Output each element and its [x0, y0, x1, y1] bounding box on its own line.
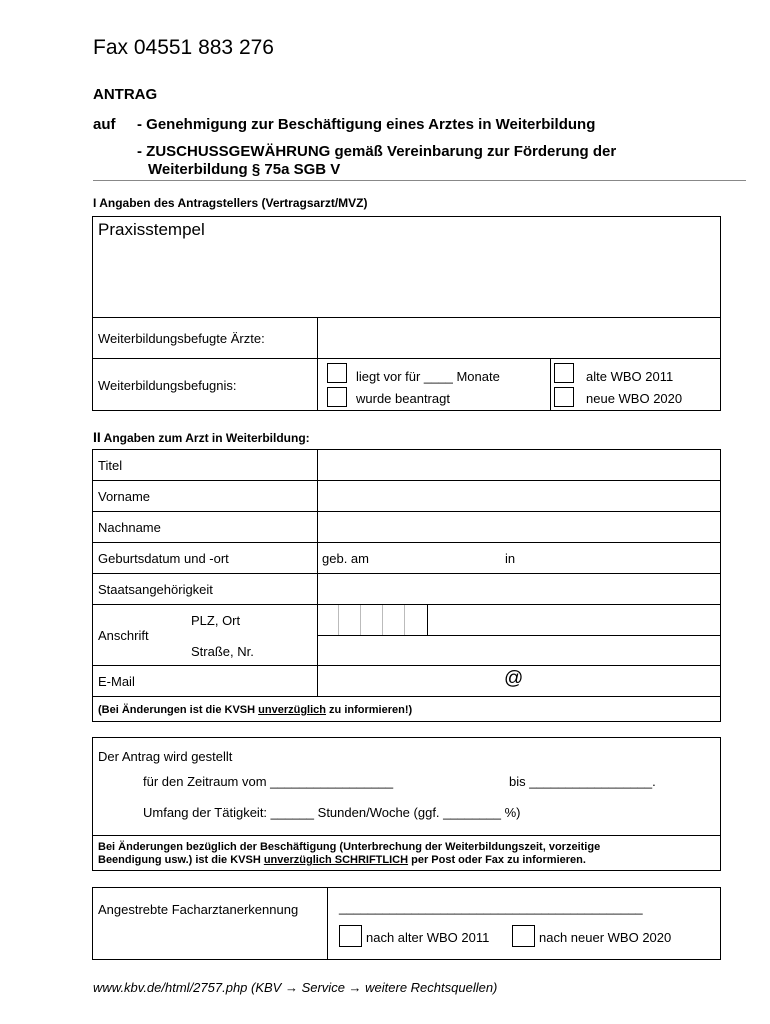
titel-label: Titel [98, 458, 123, 473]
divider [550, 358, 551, 410]
section4-table [92, 887, 721, 960]
strasse-label: Straße, Nr. [191, 644, 254, 659]
geburtsort-label[interactable]: in [505, 551, 516, 566]
weiterbildungsbefugte-aerzte-field[interactable] [318, 318, 718, 357]
notice-pre: (Bei Änderungen ist die KVSH [98, 704, 259, 716]
at-symbol: @ [504, 668, 524, 689]
facharzt-field[interactable]: __________________________________________ [339, 900, 643, 915]
divider [93, 696, 720, 697]
ort-field[interactable] [429, 605, 718, 634]
email-field[interactable] [318, 666, 718, 695]
option-liegt-vor-label: liegt vor für ____ Monate [356, 369, 500, 384]
notice-post: zu informieren!) [325, 704, 413, 716]
section2-notice [98, 704, 412, 716]
section3-notice [98, 841, 600, 867]
checkbox-beantragt[interactable] [327, 387, 347, 407]
titel-field[interactable] [318, 451, 718, 479]
section2-heading [93, 429, 310, 445]
antrag-intro: Der Antrag wird gestellt [98, 749, 233, 764]
option-neue-wbo-label: neue WBO 2020 [586, 391, 683, 406]
section3-table [92, 737, 721, 871]
umfang-taetigkeit[interactable]: Umfang der Tätigkeit: ______ Stunden/Woche (ggf. ________ %) [143, 805, 521, 820]
notice-line2 [98, 854, 600, 867]
staatsangehoerigkeit-label: Staatsangehörigkeit [98, 582, 213, 597]
plz-ort-label: PLZ, Ort [191, 613, 241, 628]
checkbox-liegt-vor[interactable] [327, 363, 347, 383]
plz-field[interactable] [318, 605, 426, 634]
staatsangehoerigkeit-field[interactable] [318, 575, 718, 603]
section2-heading-num: II [93, 429, 101, 445]
form-title: ANTRAG [93, 86, 158, 103]
divider [93, 835, 720, 836]
checkbox-neuer-wbo[interactable] [512, 925, 535, 947]
section1-table [92, 216, 721, 411]
vorname-label: Vorname [98, 489, 151, 504]
praxisstempel-label: Praxisstempel [98, 220, 205, 239]
notice-line2-post: per Post oder Fax zu informieren. [408, 854, 586, 866]
divider [93, 573, 720, 574]
weiterbildungsbefugnis-label: Weiterbildungsbefugnis: [98, 378, 237, 393]
weiterbildungsbefugte-aerzte-label: Weiterbildungsbefugte Ärzte: [98, 331, 265, 346]
option-beantragt-label: wurde beantragt [356, 391, 450, 406]
option-neuer-wbo-label: nach neuer WBO 2020 [539, 930, 672, 945]
email-label: E-Mail [98, 674, 135, 689]
zeitraum-von[interactable]: für den Zeitraum vom _________________ [143, 774, 394, 789]
geb-am-label[interactable]: geb. am [322, 551, 369, 566]
footer-link[interactable]: www.kbv.de/html/2757.php (KBV → Service → weitere Rechtsquellen) [93, 980, 498, 995]
divider [93, 511, 720, 512]
nachname-field[interactable] [318, 513, 718, 541]
vorname-field[interactable] [318, 482, 718, 510]
zeitraum-bis[interactable]: bis _________________. [509, 774, 656, 789]
header-divider [93, 180, 746, 181]
nachname-label: Nachname [98, 520, 161, 535]
strasse-field[interactable] [318, 636, 718, 664]
plz-digit-divider [427, 605, 428, 635]
notice-line2-pre: Beendigung usw.) ist die KVSH [98, 854, 264, 866]
divider [93, 480, 720, 481]
purpose-zuschuss-line2: Weiterbildung § 75a SGB V [148, 161, 341, 178]
auf-label: auf [93, 116, 116, 133]
checkbox-alte-wbo[interactable] [554, 363, 574, 383]
section1-heading: I Angaben des Antragstellers (Vertragsarzt/MVZ) [93, 196, 368, 210]
purpose-genehmigung: - Genehmigung zur Beschäftigung eines Arztes in Weiterbildung [137, 116, 596, 133]
divider [93, 358, 720, 359]
section2-heading-text: Angaben zum Arzt in Weiterbildung: [100, 431, 310, 445]
facharzt-label: Angestrebte Facharztanerkennung [98, 902, 299, 917]
notice-line2-underlined: unverzüglich SCHRIFTLICH [263, 854, 409, 866]
divider [327, 888, 328, 959]
notice-unverzueglich: unverzüglich [258, 704, 326, 716]
anschrift-label: Anschrift [98, 628, 149, 643]
fax-number: Fax 04551 883 276 [93, 36, 274, 59]
geburtsdatum-label: Geburtsdatum und -ort [98, 551, 229, 566]
purpose-zuschuss [137, 143, 616, 179]
checkbox-alter-wbo[interactable] [339, 925, 362, 947]
option-alte-wbo-label: alte WBO 2011 [586, 369, 674, 384]
notice-line1: Bei Änderungen bezüglich der Beschäftigung (Unterbrechung der Weiterbildungszeit, vorzeitige [98, 841, 601, 853]
checkbox-neue-wbo[interactable] [554, 387, 574, 407]
option-alter-wbo-label: nach alter WBO 2011 [366, 930, 490, 945]
divider [93, 542, 720, 543]
section2-table [92, 449, 721, 722]
purpose-zuschuss-line1: - ZUSCHUSSGEWÄHRUNG gemäß Vereinbarung zur Förderung der [137, 143, 617, 160]
